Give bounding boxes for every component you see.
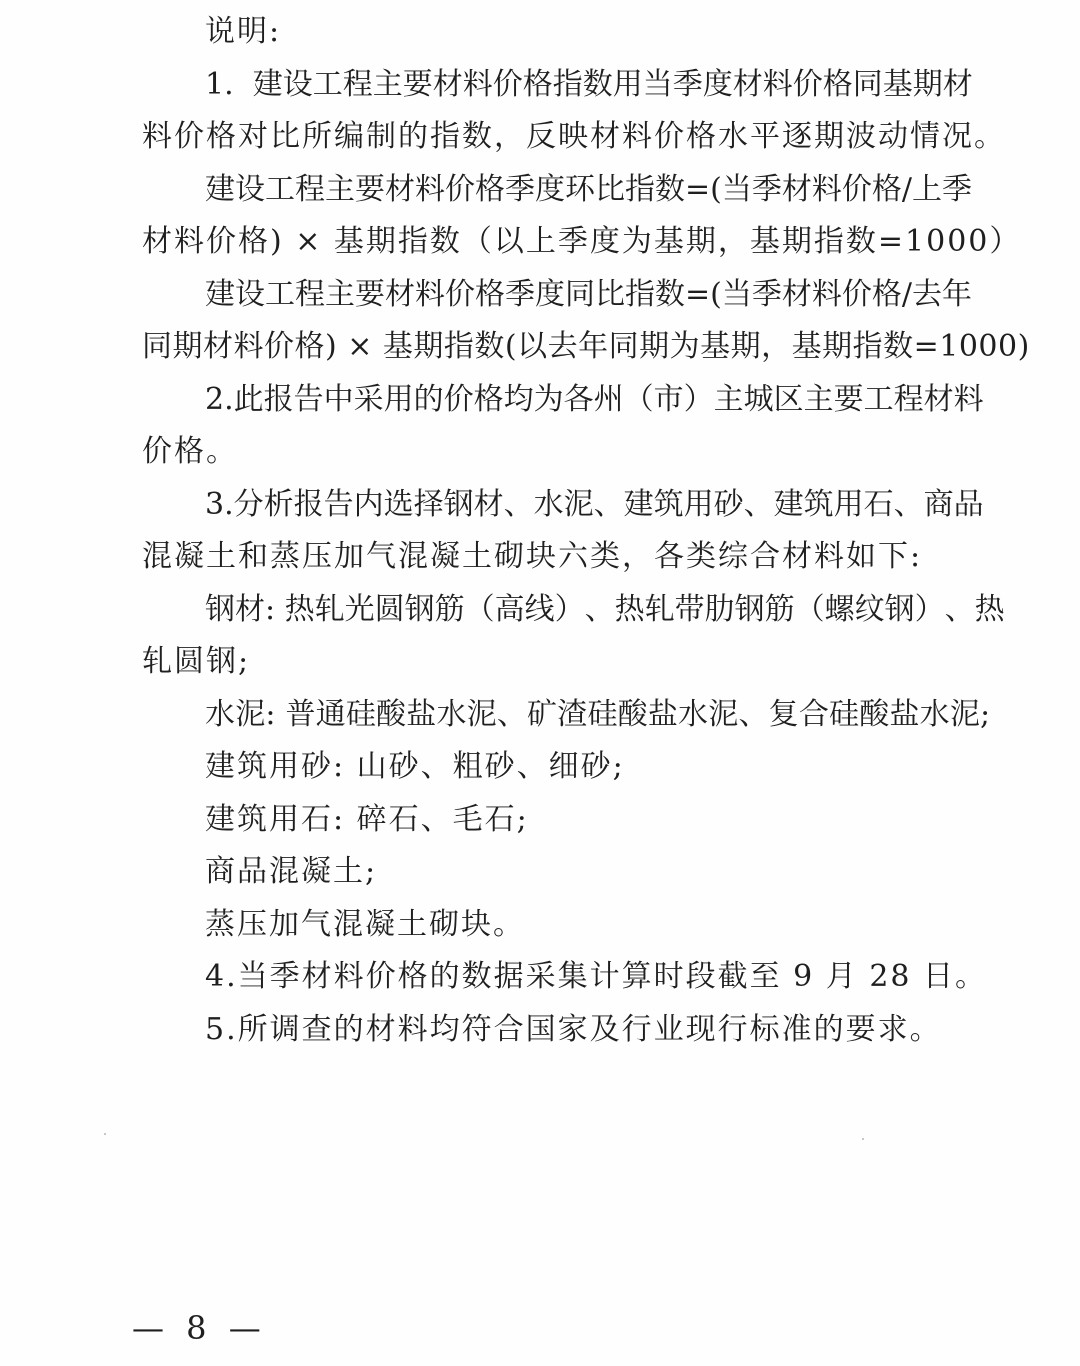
paragraph-line: 材料价格) × 基期指数（以上季度为基期，基期指数=1000） (142, 224, 1022, 259)
paragraph-line: 同期材料价格) × 基期指数(以去年同期为基期，基期指数=1000) (142, 329, 1030, 364)
paragraph-line: 建筑用砂: 山砂、粗砂、细砂; (205, 749, 625, 784)
paragraph-line: 水泥: 普通硅酸盐水泥、矿渣硅酸盐水泥、复合硅酸盐水泥; (205, 697, 991, 732)
paragraph-line: 建筑用石: 碎石、毛石; (205, 802, 529, 837)
paragraph-line: 商品混凝土; (205, 854, 378, 889)
paragraph-line: 轧圆钢; (142, 644, 251, 679)
heading: 说明: (205, 14, 282, 49)
paragraph-line: 蒸压加气混凝土砌块。 (205, 907, 525, 942)
paragraph-line: 2 . 此 报 告 中 采 用 的 价 格 均 为 各 州 （ 市 ） 主 城 区 主 要 工 程 材 料 (205, 382, 984, 417)
paragraph-line: 建 设 工 程 主 要 材 料 价 格 季 度 环 比 指 数 = ( 当 季 材 料 价 格 / 上 季 (205, 172, 972, 207)
paragraph-line: 钢 材 : 热 轧 光 圆 钢 筋 （ 高 线 ） 、 热 轧 带 肋 钢 筋 （ 螺 纹 钢 ） 、 热 (205, 592, 1005, 627)
paragraph-line: 价格。 (142, 434, 238, 469)
paragraph-line: 1 . 建 设 工 程 主 要 材 料 价 格 指 数 用 当 季 度 材 料 价 格 同 基 期 材 (205, 67, 973, 102)
scan-speck (104, 1133, 106, 1135)
paragraph-line: 4.当季材料价格的数据采集计算时段截至 9 月 28 日。 (205, 959, 988, 994)
page-number: — 8 — (132, 1309, 267, 1347)
scan-speck (862, 1138, 864, 1140)
paragraph-line: 建 设 工 程 主 要 材 料 价 格 季 度 同 比 指 数 = ( 当 季 材 料 价 格 / 去 年 (205, 277, 972, 312)
paragraph-line: 混凝土和蒸压加气混凝土砌块六类，各类综合材料如下: (142, 539, 923, 574)
paragraph-line: 5.所调查的材料均符合国家及行业现行标准的要求。 (205, 1012, 942, 1047)
paragraph-line: 料价格对比所编制的指数，反映材料价格水平逐期波动情况。 (142, 119, 1006, 154)
paragraph-line: 3 . 分 析 报 告 内 选 择 钢 材 、 水 泥 、 建 筑 用 砂 、 建 筑 用 石 、 商 品 (205, 487, 984, 522)
